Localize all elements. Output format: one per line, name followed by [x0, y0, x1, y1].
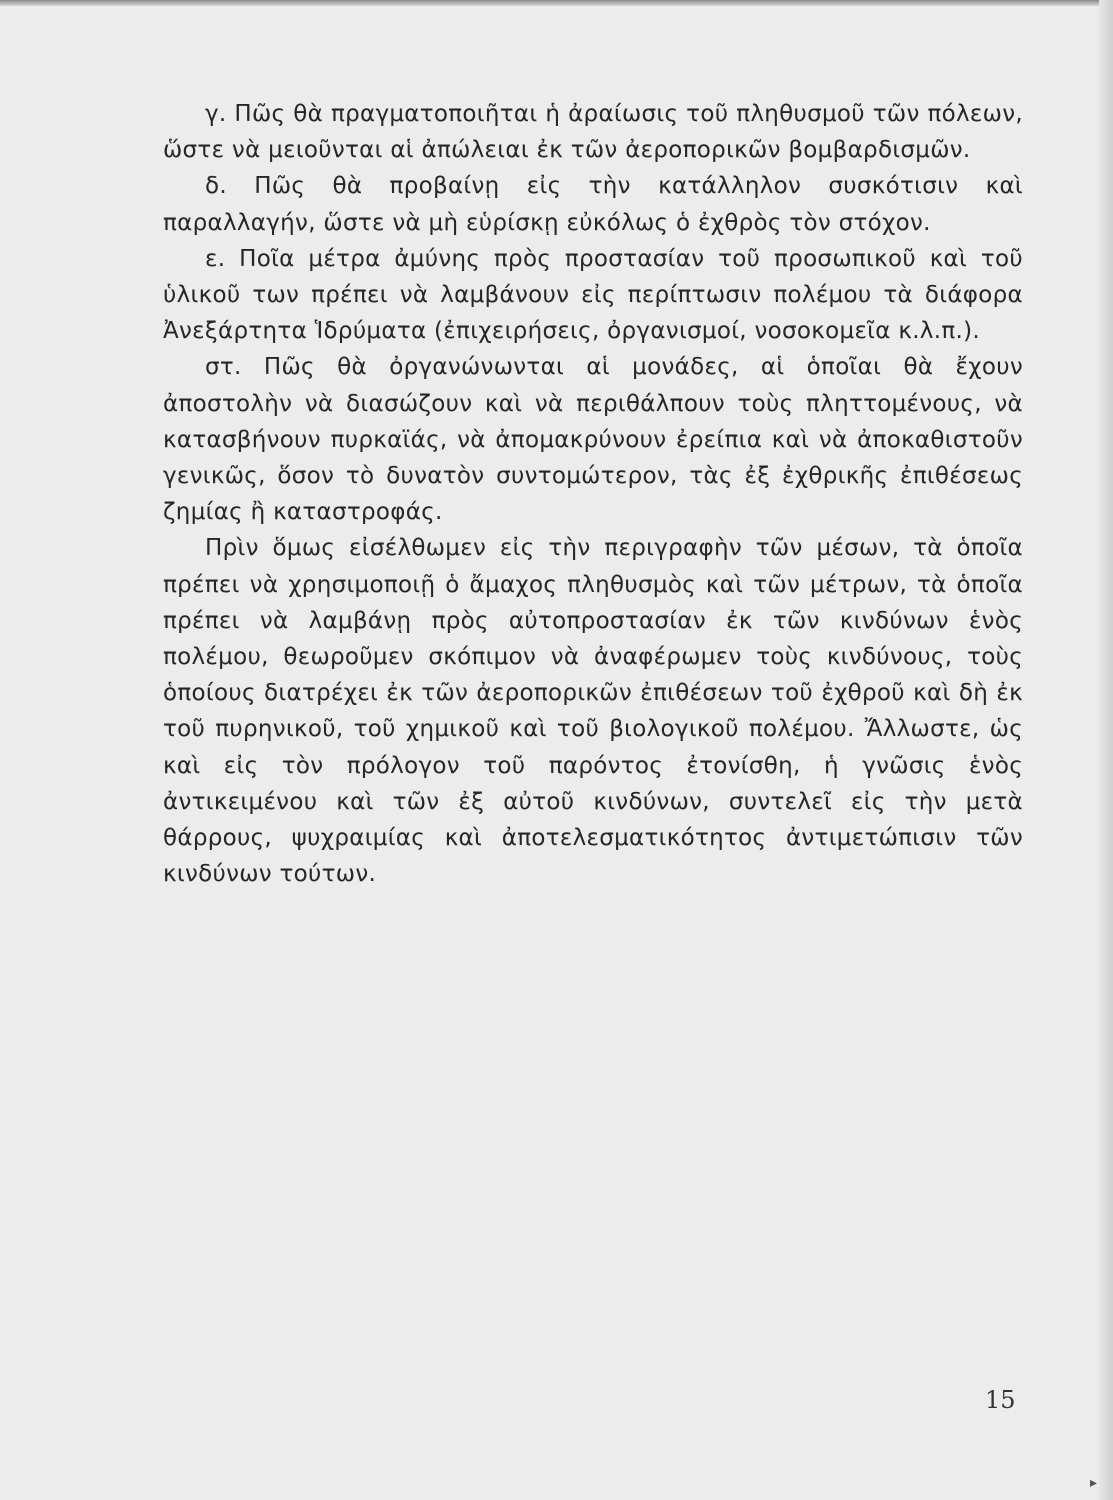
paragraph-introduction: Πρὶν ὅμως εἰσέλθωμεν εἰς τὴν περιγραφὴν τῶν μέσων, τὰ ὁποῖα πρέπει νὰ χρησιμοποιῇ ὁ ἄμαχος πληθυσμὸς καὶ τῶν μέτρων, τὰ ὁποῖα πρέπει νὰ λαμβάνῃ πρὸς αὐτοπροστασίαν ἐκ τῶν κινδύνων ἑνὸς πολέμου, θεωροῦμεν σκόπιμον νὰ ἀναφέρωμεν τοὺς κινδύνους, τοὺς ὁποίους διατρέχει ἐκ τῶν ἀεροπορικῶν ἐπιθέσεων τοῦ ἐχθροῦ καὶ δὴ ἐκ τοῦ πυρηνικοῦ, τοῦ χημικοῦ καὶ τοῦ βιολογικοῦ πολέμου. Ἄλλωστε, ὡς καὶ εἰς τὸν πρόλογον τοῦ παρόντος ἐτονίσθη, ἡ γνῶσις ἑνὸς ἀντικειμένου καὶ τῶν ἐξ αὐτοῦ κινδύνων, συντελεῖ εἰς τὴν μετὰ θάρρους, ψυχραιμίας καὶ ἀποτελεσματικότητος ἀντιμετώπισιν τῶν κινδύνων τούτων.: [163, 535, 1023, 888]
paragraph-gamma: γ. Πῶς θὰ πραγματοποιῆται ἡ ἀραίωσις τοῦ πληθυσμοῦ τῶν πόλεων, ὥστε νὰ μειοῦνται αἱ ἀπώλειαι ἐκ τῶν ἀεροπορικῶν βομβαρδισμῶν.: [163, 101, 1023, 164]
paragraph-epsilon: ε. Ποῖα μέτρα ἀμύνης πρὸς προστασίαν τοῦ προσωπικοῦ καὶ τοῦ ὑλικοῦ των πρέπει νὰ λαμβάνουν εἰς περίπτωσιν πολέμου τὰ διάφορα Ἀνεξάρτητα Ἱδρύματα (ἐπιχειρήσεις, ὀργανισμοί, νοσοκομεῖα κ.λ.π.).: [163, 245, 1023, 345]
corner-mark: ▸: [1090, 1475, 1098, 1491]
paragraph-stigma: στ. Πῶς θὰ ὀργανώνωνται αἱ μονάδες, αἱ ὁποῖαι θὰ ἔχουν ἀποστολὴν νὰ διασώζουν καὶ νὰ περιθάλπουν τοὺς πληττομένους, νὰ κατασβήνουν πυρκαϊάς, νὰ ἀπομακρύνουν ἐρείπια καὶ νὰ ἀποκαθιστοῦν γενικῶς, ὅσον τὸ δυνατὸν συντομώτερον, τὰς ἐξ ἐχθρικῆς ἐπιθέσεως ζημίας ἢ καταστροφάς.: [163, 354, 1023, 526]
page-number: 15: [985, 1386, 1016, 1414]
paragraph-delta: δ. Πῶς θὰ προβαίνῃ εἰς τὴν κατάλληλον συσκότισιν καὶ παραλλαγήν, ὥστε νὰ μὴ εὑρίσκῃ εὐκόλως ὁ ἐχθρὸς τὸν στόχον.: [163, 173, 1023, 236]
body-text: [163, 96, 1023, 892]
page-binding-shadow: [1099, 0, 1113, 1500]
page-top-edge: [0, 0, 1113, 6]
